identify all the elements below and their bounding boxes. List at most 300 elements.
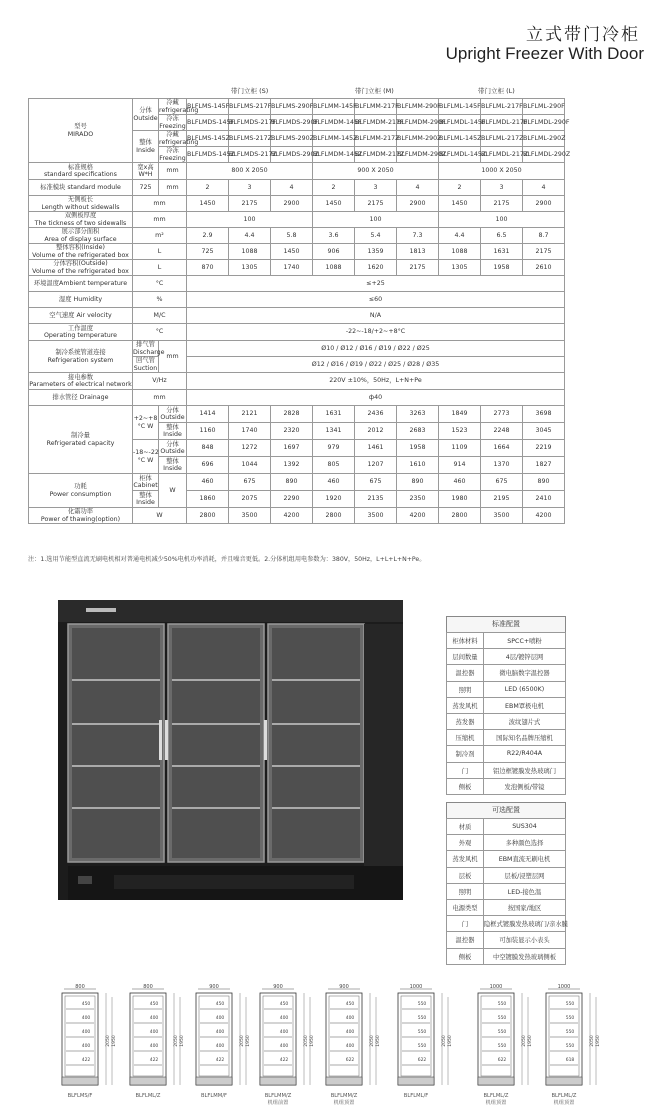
table-cell: 1664 xyxy=(481,440,523,457)
label-cn: 柜体 xyxy=(139,474,152,482)
config-row xyxy=(447,932,566,948)
section-drawing xyxy=(124,985,190,1093)
config-value: 中空镀膜发热玻璃侧板 xyxy=(484,948,566,964)
shelf-dimension: 550 xyxy=(497,1002,507,1007)
config-value: 可加装显示小表头 xyxy=(484,932,566,948)
height-dimension: 2050 xyxy=(442,1035,447,1047)
width-dimension: 1000 xyxy=(557,984,571,990)
label-cn: 双侧板厚度 xyxy=(64,212,97,220)
table-cell: 2828 xyxy=(271,406,313,423)
label-en: Refrigeration system xyxy=(47,356,114,364)
config-key: 电源类型 xyxy=(447,899,484,915)
table-cell xyxy=(29,180,133,196)
table-cell: °C xyxy=(133,276,187,292)
shelf-dimension: 450 xyxy=(345,1002,355,1007)
table-row xyxy=(29,390,565,406)
label-cn: 分体 xyxy=(139,107,152,115)
height-dimension: 2050 xyxy=(522,1035,527,1047)
label-cn: 功耗 xyxy=(74,483,87,491)
table-cell: 2290 xyxy=(271,491,313,508)
label-cn: 制冷量 xyxy=(71,432,90,440)
table-row xyxy=(29,341,565,357)
table-row xyxy=(29,260,565,276)
table-cell: 900 X 2050 xyxy=(313,163,439,180)
label-cn: 分体 xyxy=(166,406,179,414)
table-cell: 4200 xyxy=(523,508,565,524)
section-drawing xyxy=(190,985,256,1093)
label-cn: 整体 xyxy=(139,139,152,147)
table-cell: 2175 xyxy=(397,260,439,276)
drawing-label: BLFLML/Z 机组顶置 xyxy=(551,1093,577,1106)
label-cn: 无侧板长 xyxy=(67,196,94,204)
label-en: Suction xyxy=(133,364,158,372)
table-cell: 675 xyxy=(355,474,397,491)
shelf-dimension: 422 xyxy=(279,1058,289,1063)
table-cell: BLFLMDM-217Z xyxy=(355,147,397,163)
table-cell: 2075 xyxy=(229,491,271,508)
table-cell: 4200 xyxy=(271,508,313,524)
page-title-cn: 立式带门冷柜 xyxy=(526,25,640,45)
table-cell: 460 xyxy=(187,474,229,491)
label-cn: 整体 xyxy=(166,457,179,465)
shelf-dimension: 400 xyxy=(215,1044,225,1049)
table-cell: BLFLMDM-145Z xyxy=(313,147,355,163)
table-cell xyxy=(159,406,187,423)
table-cell xyxy=(29,474,133,508)
shelf-dimension: 550 xyxy=(417,1030,427,1035)
table-cell: BLFLMDM-145F xyxy=(313,115,355,131)
shelf-dimension: 550 xyxy=(565,1030,575,1035)
table-cell: BLFLMM-217F xyxy=(355,99,397,115)
table-cell xyxy=(29,276,133,292)
config-value: 铝边框镀膜发热玻璃门 xyxy=(484,762,566,778)
table-cell xyxy=(29,390,133,406)
config-key: 蒸发器 xyxy=(447,713,484,729)
config-key: 照明 xyxy=(447,681,484,697)
table-cell: BLFLMS-290F xyxy=(271,99,313,115)
label-en: Volume of the refrigerated box xyxy=(32,251,129,259)
table-cell: 5.4 xyxy=(355,228,397,244)
label-cn: 冷冻 xyxy=(166,115,179,123)
config-value: R22/R404A xyxy=(484,746,566,762)
width-dimension: 900 xyxy=(209,984,219,990)
table-cell xyxy=(133,99,159,131)
config-key: 制冷剂 xyxy=(447,746,484,762)
config-key: 蒸发风机 xyxy=(447,697,484,713)
label-cn: 制冷系统管道连接 xyxy=(55,349,106,357)
table-cell: 1958 xyxy=(481,260,523,276)
table-cell: 2900 xyxy=(271,196,313,212)
table-cell: BLFLMDM-290F xyxy=(397,115,439,131)
label-cn: 环境温度Ambient temperature xyxy=(33,279,128,287)
table-cell: 100 xyxy=(187,212,313,228)
height-dimension: 2050 xyxy=(106,1035,111,1047)
label-cn: 整体 xyxy=(139,491,152,499)
config-row xyxy=(447,835,566,851)
shelf-dimension: 622 xyxy=(417,1058,427,1063)
table-cell xyxy=(133,474,159,491)
table-cell xyxy=(29,324,133,341)
label-cn: 冷藏 xyxy=(166,99,179,107)
shelf-dimension: 400 xyxy=(279,1016,289,1021)
label-en: Length without sidewalls xyxy=(41,203,120,211)
table-cell: 100 xyxy=(439,212,565,228)
config-key: 外观 xyxy=(447,835,484,851)
label-en: Volume of the refrigerated box xyxy=(32,267,129,275)
table-cell: 460 xyxy=(313,474,355,491)
table-cell xyxy=(133,357,159,373)
config-value: 层板/浸塑层网 xyxy=(484,867,566,883)
table-cell: 1272 xyxy=(229,440,271,457)
table-cell: 1610 xyxy=(397,457,439,474)
table-cell: 2 xyxy=(187,180,229,196)
table-cell: 2219 xyxy=(523,440,565,457)
table-cell: 2610 xyxy=(523,260,565,276)
config-row xyxy=(447,665,566,681)
config-value: SUS304 xyxy=(484,819,566,835)
table-cell: 5.8 xyxy=(271,228,313,244)
table-cell: 1450 xyxy=(313,196,355,212)
section-drawing xyxy=(254,985,320,1093)
shelf-dimension: 550 xyxy=(497,1016,507,1021)
table-cell: 460 xyxy=(439,474,481,491)
shelf-dimension: 400 xyxy=(81,1030,91,1035)
table-cell: 1109 xyxy=(439,440,481,457)
table-cell: BLFLML-145Z xyxy=(439,131,481,147)
table-cell: BLFLMDS-290F xyxy=(271,115,313,131)
shelf-dimension: 400 xyxy=(149,1016,159,1021)
shelf-dimension: 400 xyxy=(345,1030,355,1035)
table-cell: 2175 xyxy=(481,196,523,212)
table-row xyxy=(29,474,565,491)
height-dimension: 2050 xyxy=(240,1035,245,1047)
table-row xyxy=(29,373,565,390)
table-cell xyxy=(133,131,159,163)
table-cell: ф40 xyxy=(187,390,565,406)
table-row xyxy=(29,324,565,341)
table-cell: 2012 xyxy=(355,423,397,440)
width-dimension: 900 xyxy=(273,984,283,990)
table-cell: 2175 xyxy=(355,196,397,212)
optional-config-table xyxy=(446,818,566,965)
table-cell: 1631 xyxy=(481,244,523,260)
table-cell: mm xyxy=(159,341,187,373)
table-row xyxy=(29,196,565,212)
table-row xyxy=(29,212,565,228)
table-cell: BLFLML-145F xyxy=(439,99,481,115)
label-cn: 工作温度 xyxy=(67,324,94,332)
shelf-dimension: 400 xyxy=(149,1030,159,1035)
table-cell: 3263 xyxy=(397,406,439,423)
label-en: Freezing xyxy=(159,154,186,162)
label-cn: 宽x高 W*H xyxy=(137,163,154,178)
label-en: Parameters of electrical network xyxy=(29,381,132,388)
table-cell: BLFLMDM-217F xyxy=(355,115,397,131)
table-cell xyxy=(29,406,133,474)
table-cell: 979 xyxy=(313,440,355,457)
table-cell xyxy=(159,115,187,131)
table-cell: 100 xyxy=(313,212,439,228)
table-cell: 1088 xyxy=(439,244,481,260)
table-cell: BLFLMDL-290F xyxy=(523,115,565,131)
config-key: 层板 xyxy=(447,867,484,883)
table-cell: BLFLMDS-217Z xyxy=(229,147,271,163)
label-cn: 排水管径 Drainage xyxy=(52,393,109,401)
table-cell: BLFLMM-145Z xyxy=(313,131,355,147)
label-en: The tickness of two sidewalls xyxy=(34,219,127,227)
group-head-l: 带门立柜 (L) xyxy=(478,87,515,95)
table-cell: M/C xyxy=(133,308,187,324)
height-dimension: 1950 xyxy=(246,1035,251,1047)
drawing-label: BLFLMM/F xyxy=(200,1093,227,1099)
config-value: 国际知名品牌压缩机 xyxy=(484,730,566,746)
label-en: Area of display surface xyxy=(44,235,117,243)
table-cell: 890 xyxy=(523,474,565,491)
table-cell: °C xyxy=(133,324,187,341)
table-cell: BLFLMS-145F xyxy=(187,99,229,115)
table-cell: 3500 xyxy=(229,508,271,524)
table-cell: 2175 xyxy=(229,196,271,212)
height-dimension: 1950 xyxy=(596,1035,601,1047)
table-cell: 725 xyxy=(133,180,159,196)
table-cell: 725 xyxy=(187,244,229,260)
table-cell: m² xyxy=(133,228,187,244)
table-cell xyxy=(133,163,159,180)
table-cell: ≤60 xyxy=(187,292,565,308)
config-row xyxy=(447,778,566,794)
table-cell: 1000 X 2050 xyxy=(439,163,565,180)
table-cell xyxy=(133,440,159,474)
label-en: Inside xyxy=(136,499,155,506)
label-cn: -18~-22 °C W xyxy=(133,449,159,464)
config-key: 照明 xyxy=(447,883,484,899)
height-dimension: 1950 xyxy=(528,1035,533,1047)
table-row xyxy=(29,276,565,292)
table-cell: 3698 xyxy=(523,406,565,423)
table-cell: 2175 xyxy=(523,244,565,260)
table-cell xyxy=(159,131,199,147)
config-row xyxy=(447,867,566,883)
label-en: standard specifications xyxy=(44,171,117,178)
label-cn: 回气管 xyxy=(136,357,155,365)
table-row xyxy=(29,406,565,423)
table-cell: 1740 xyxy=(271,260,313,276)
table-cell: 3 xyxy=(355,180,397,196)
config-row xyxy=(447,681,566,697)
config-value: 4层/镀锌层网 xyxy=(484,649,566,665)
table-cell: % xyxy=(133,292,187,308)
table-cell: BLFLMDS-290Z xyxy=(271,147,313,163)
table-cell: 1523 xyxy=(439,423,481,440)
table-cell: BLFLMDL-145Z xyxy=(439,147,481,163)
table-cell: 4.4 xyxy=(439,228,481,244)
table-note: 注：1.选用节能型直流无刷电机相对普通电机减少50%电机功率消耗，并且噪音更低。2.分体机组用电参数为：380V，50Hz，L+L+L+N+Pe。 xyxy=(28,556,426,563)
table-cell: 1359 xyxy=(355,244,397,260)
table-cell: 4.4 xyxy=(229,228,271,244)
table-cell: 1305 xyxy=(439,260,481,276)
page-title-en: Upright Freezer With Door xyxy=(445,44,644,63)
table-cell: 1631 xyxy=(313,406,355,423)
config-row xyxy=(447,851,566,867)
table-cell xyxy=(29,508,133,524)
table-cell: -22~-18/+2~+8°C xyxy=(187,324,565,341)
table-cell: 2800 xyxy=(439,508,481,524)
config-key: 门 xyxy=(447,762,484,778)
table-cell: 3500 xyxy=(481,508,523,524)
shelf-dimension: 618 xyxy=(565,1058,575,1063)
table-cell xyxy=(29,228,133,244)
height-dimension: 1950 xyxy=(180,1035,185,1047)
config-row xyxy=(447,948,566,964)
table-cell: Ø12 / Ø16 / Ø19 / Ø22 / Ø25 / Ø28 / Ø35 xyxy=(187,357,565,373)
table-cell: BLFLML-290F xyxy=(523,99,565,115)
table-cell: BLFLMS-145Z xyxy=(187,131,229,147)
table-cell xyxy=(29,292,133,308)
config-key: 蒸发风机 xyxy=(447,851,484,867)
width-dimension: 800 xyxy=(143,984,153,990)
config-value: 波纹翅片式 xyxy=(484,713,566,729)
table-cell: 1207 xyxy=(355,457,397,474)
shelf-dimension: 422 xyxy=(215,1058,225,1063)
label-cn: 标准模块 standard module xyxy=(40,183,121,191)
shelf-dimension: 550 xyxy=(565,1016,575,1021)
config-row xyxy=(447,649,566,665)
table-cell: 2410 xyxy=(523,491,565,508)
table-cell: 1827 xyxy=(523,457,565,474)
table-cell xyxy=(29,196,133,212)
width-dimension: 800 xyxy=(75,984,85,990)
table-cell xyxy=(29,244,133,260)
model-label xyxy=(29,99,133,163)
table-cell: 1370 xyxy=(481,457,523,474)
table-cell: 1813 xyxy=(397,244,439,260)
section-drawing xyxy=(472,985,538,1093)
drawing-label: BLFLML/Z xyxy=(135,1093,161,1099)
section-drawing xyxy=(320,985,386,1093)
config-value: LED (6500K) xyxy=(484,681,566,697)
height-dimension: 2050 xyxy=(174,1035,179,1047)
table-cell: 3500 xyxy=(355,508,397,524)
table-cell: 1980 xyxy=(439,491,481,508)
shelf-dimension: 400 xyxy=(279,1030,289,1035)
shelf-dimension: 550 xyxy=(417,1016,427,1021)
config-key: 侧板 xyxy=(447,778,484,794)
table-cell: 2.9 xyxy=(187,228,229,244)
table-cell: 3.6 xyxy=(313,228,355,244)
table-cell: Ø10 / Ø12 / Ø16 / Ø19 / Ø22 / Ø25 xyxy=(187,341,565,357)
table-cell xyxy=(29,308,133,324)
table-cell: 6.5 xyxy=(481,228,523,244)
table-cell: 1461 xyxy=(355,440,397,457)
table-cell: N/A xyxy=(187,308,565,324)
label-cn: 展示部分面积 xyxy=(61,228,100,236)
section-drawing xyxy=(392,985,458,1093)
label-en: refrigerating xyxy=(159,106,199,114)
table-cell: BLFLMS-217Z xyxy=(229,131,271,147)
shelf-dimension: 400 xyxy=(81,1016,91,1021)
config-value: 微电脑数字温控器 xyxy=(484,665,566,681)
table-cell: BLFLMM-217Z xyxy=(355,131,397,147)
label-en: Inside xyxy=(163,431,182,438)
shelf-dimension: 400 xyxy=(345,1044,355,1049)
spec-table xyxy=(28,98,571,524)
height-dimension: 2050 xyxy=(590,1035,595,1047)
shelf-dimension: 450 xyxy=(215,1002,225,1007)
table-cell: mm xyxy=(133,390,187,406)
table-cell: 2800 xyxy=(313,508,355,524)
table-cell: BLFLML-217Z xyxy=(481,131,523,147)
table-cell xyxy=(133,491,159,508)
label-en: MIRADO xyxy=(67,130,94,138)
shelf-dimension: 400 xyxy=(215,1030,225,1035)
config-key: 门 xyxy=(447,916,484,932)
config-value: 多种颜色选择 xyxy=(484,835,566,851)
config-key: 温控器 xyxy=(447,932,484,948)
table-cell: 1088 xyxy=(313,260,355,276)
table-cell: 1160 xyxy=(187,423,229,440)
table-cell: 1450 xyxy=(271,244,313,260)
shelf-dimension: 550 xyxy=(565,1044,575,1049)
shelf-dimension: 450 xyxy=(149,1002,159,1007)
table-cell: 2195 xyxy=(481,491,523,508)
table-cell: L xyxy=(133,260,187,276)
table-cell: 1450 xyxy=(439,196,481,212)
config-row xyxy=(447,819,566,835)
label-cn: 湿度 Humidity xyxy=(58,295,103,303)
table-cell: 2773 xyxy=(481,406,523,423)
table-cell: 1849 xyxy=(439,406,481,423)
label-en: refrigerating xyxy=(159,138,199,146)
table-cell: 805 xyxy=(313,457,355,474)
table-cell: 2135 xyxy=(355,491,397,508)
table-cell: 800 X 2050 xyxy=(187,163,313,180)
table-cell: 1740 xyxy=(229,423,271,440)
table-cell: 848 xyxy=(187,440,229,457)
label-en: Outside xyxy=(160,448,185,455)
label-en: Power of thawing(option) xyxy=(40,515,121,523)
table-cell: 675 xyxy=(481,474,523,491)
width-dimension: 1000 xyxy=(409,984,423,990)
table-cell: 696 xyxy=(187,457,229,474)
table-cell: W xyxy=(133,508,187,524)
config-key: 温控器 xyxy=(447,665,484,681)
table-cell: 2320 xyxy=(271,423,313,440)
config-value: 按国家/地区 xyxy=(484,899,566,915)
table-cell: BLFLMM-145F xyxy=(313,99,355,115)
label-cn: 冷冻 xyxy=(166,147,179,155)
config-row xyxy=(447,883,566,899)
table-cell: 7.3 xyxy=(397,228,439,244)
table-cell: mm xyxy=(159,180,187,196)
table-row xyxy=(29,163,565,180)
config-value: 隐框式镀膜发热玻璃门/亲水膜 xyxy=(484,916,566,932)
label-en: Outside xyxy=(133,114,158,122)
table-cell: 2900 xyxy=(397,196,439,212)
table-cell: 4200 xyxy=(397,508,439,524)
config-row xyxy=(447,746,566,762)
shelf-dimension: 400 xyxy=(345,1016,355,1021)
height-dimension: 1950 xyxy=(112,1035,117,1047)
table-cell: BLFLMDL-217F xyxy=(481,115,523,131)
shelf-dimension: 622 xyxy=(345,1058,355,1063)
table-cell: 2121 xyxy=(229,406,271,423)
table-cell: L xyxy=(133,244,187,260)
table-cell: 8.7 xyxy=(523,228,565,244)
table-cell: 2 xyxy=(313,180,355,196)
table-cell: BLFLMDS-145Z xyxy=(187,147,229,163)
table-cell: 1305 xyxy=(229,260,271,276)
label-cn: 冷藏 xyxy=(166,131,179,139)
